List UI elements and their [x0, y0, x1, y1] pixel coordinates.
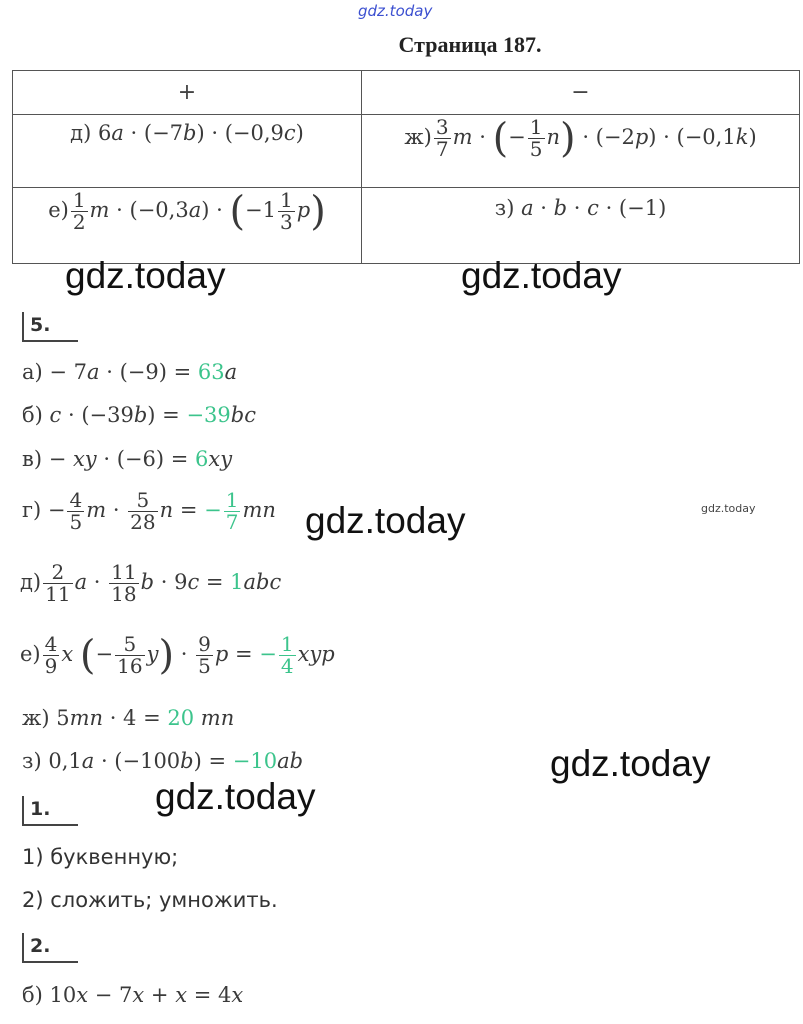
section-5-number: 5. — [22, 312, 78, 342]
page-title: Страница 187. — [398, 32, 542, 57]
table-label-d: д) — [70, 121, 92, 145]
answer-v: в) − xy · (−6) = 6xy — [22, 447, 233, 471]
table-cell-zh: ж) $\frac{3}{7}$ m · (− $\frac{1}{5}$ n) · (−2p) · (−0,1k) — [362, 115, 799, 188]
table-label-z: з) — [494, 196, 515, 220]
table-header-minus: − — [362, 71, 799, 115]
table-label-e: е) — [48, 198, 69, 222]
table-header-plus: + — [13, 71, 362, 115]
table-cell-z: з) a · b · c · (−1) — [494, 196, 667, 220]
watermark-small: gdz.today — [701, 502, 756, 515]
table-label-zh: ж) — [404, 125, 432, 149]
answer-a: а) − 7a · (−9) = 63a — [22, 360, 238, 384]
table-cell-d: д) 6a · (−7b) · (−0,9c) — [13, 115, 362, 188]
watermark: gdz.today — [65, 255, 226, 296]
section-1-number: 1. — [22, 796, 78, 826]
answer-g: г) − $\frac{4}{5}$ m · $\frac{5}{28}$ n = − $\frac{1}{7}$ mn — [22, 488, 276, 534]
answer-z: з) 0,1a · (−100b) = −10ab — [22, 749, 304, 773]
answer-2b: б) 10x − 7x + x = 4x — [22, 983, 244, 1007]
answer-d: д) $\frac{2}{11}$ a · $\frac{11}{18}$ b · 9c = 1abc — [20, 560, 282, 606]
answer-b: б) c · (−39b) = −39bc — [22, 403, 256, 427]
answer-e: е) $\frac{4}{9}$ x (− $\frac{5}{16}$ y) · $\frac{9}{5}$ p = − $\frac{1}{4}$ xyp — [20, 632, 335, 679]
watermark-top: gdz.today — [358, 2, 433, 20]
table-cell-e: е) $\frac{1}{2}$ m · (−0,3a) · (−1 $\frac{1}{3}$ p) — [13, 188, 362, 263]
watermark: gdz.today — [155, 776, 316, 817]
answer-zh: ж) 5mn · 4 = 20 mn — [22, 706, 235, 730]
section-1-line: 1) буквенную; — [22, 845, 179, 869]
watermark: gdz.today — [550, 743, 711, 784]
sign-table — [12, 70, 800, 264]
watermark: gdz.today — [461, 255, 622, 296]
watermark: gdz.today — [305, 500, 466, 541]
section-1-line: 2) сложить; умножить. — [22, 888, 278, 912]
section-2-number: 2. — [22, 933, 78, 963]
